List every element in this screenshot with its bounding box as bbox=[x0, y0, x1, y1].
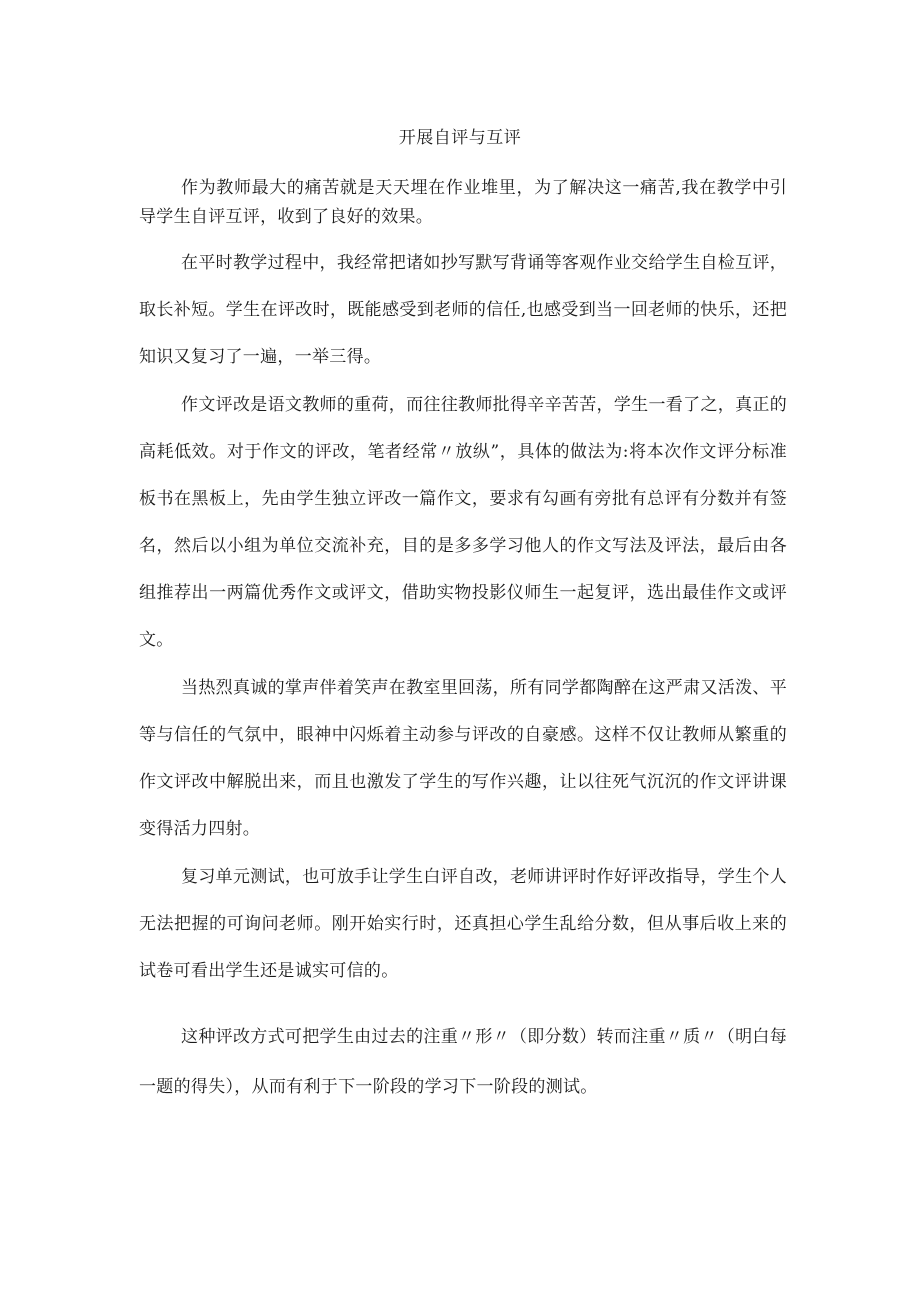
document-title: 开展自评与互评 bbox=[398, 128, 522, 148]
paragraph: 在平时教学过程中，我经常把诸如抄写默写背诵等客观作业交给学生自检互评，取长补短。学生在评改时，既能感受到老师的信任,也感受到当一回老师的快乐，还把知识又复习了一遍，一举三得。 bbox=[139, 253, 787, 367]
paragraph: 当热烈真诚的掌声伴着笑声在教室里回荡，所有同学都陶醉在这严肃又活泼、平等与信任的气氛中，眼神中闪烁着主动参与评改的自豪感。这样不仅让教师从繁重的作文评改中解脱出来，而且也激发了学生的写作兴趣，让以往死气沉沉的作文评讲课变得活力四射。 bbox=[139, 678, 787, 839]
paragraph: 作文评改是语文教师的重荷，而往往教师批得辛辛苦苦，学生一看了之，真正的高耗低效。对于作文的评改，笔者经常〃放纵”，具体的做法为:将本次作文评分标准板书在黑板上，先由学生独立评改一篇作文，要求有勾画有旁批有总评有分数并有签名，然后以小组为单位交流补充，目的是多多学习他人的作文写法及评法，最后由各组推荐出一两篇优秀作文或评文，借助实物投影仪师生一起复评，选出最佳作文或评文。 bbox=[139, 395, 787, 650]
paragraph: 这种评改方式可把学生由过去的注重〃形〃（即分数）转而注重〃质〃（明白每一题的得失），从而有利于下一阶段的学习下一阶段的测试。 bbox=[139, 1027, 787, 1097]
paragraph: 复习单元测试，也可放手让学生白评自改，老师讲评时作好评改指导，学生个人无法把握的可询问老师。刚开始实行时，还真担心学生乱给分数，但从事后收上来的试卷可看出学生还是诚实可信的。 bbox=[139, 867, 787, 981]
paragraph: 作为教师最大的痛苦就是天天埋在作业堆里，为了解决这一痛苦,我在教学中引导学生自评互评，收到了良好的效果。 bbox=[139, 178, 787, 227]
